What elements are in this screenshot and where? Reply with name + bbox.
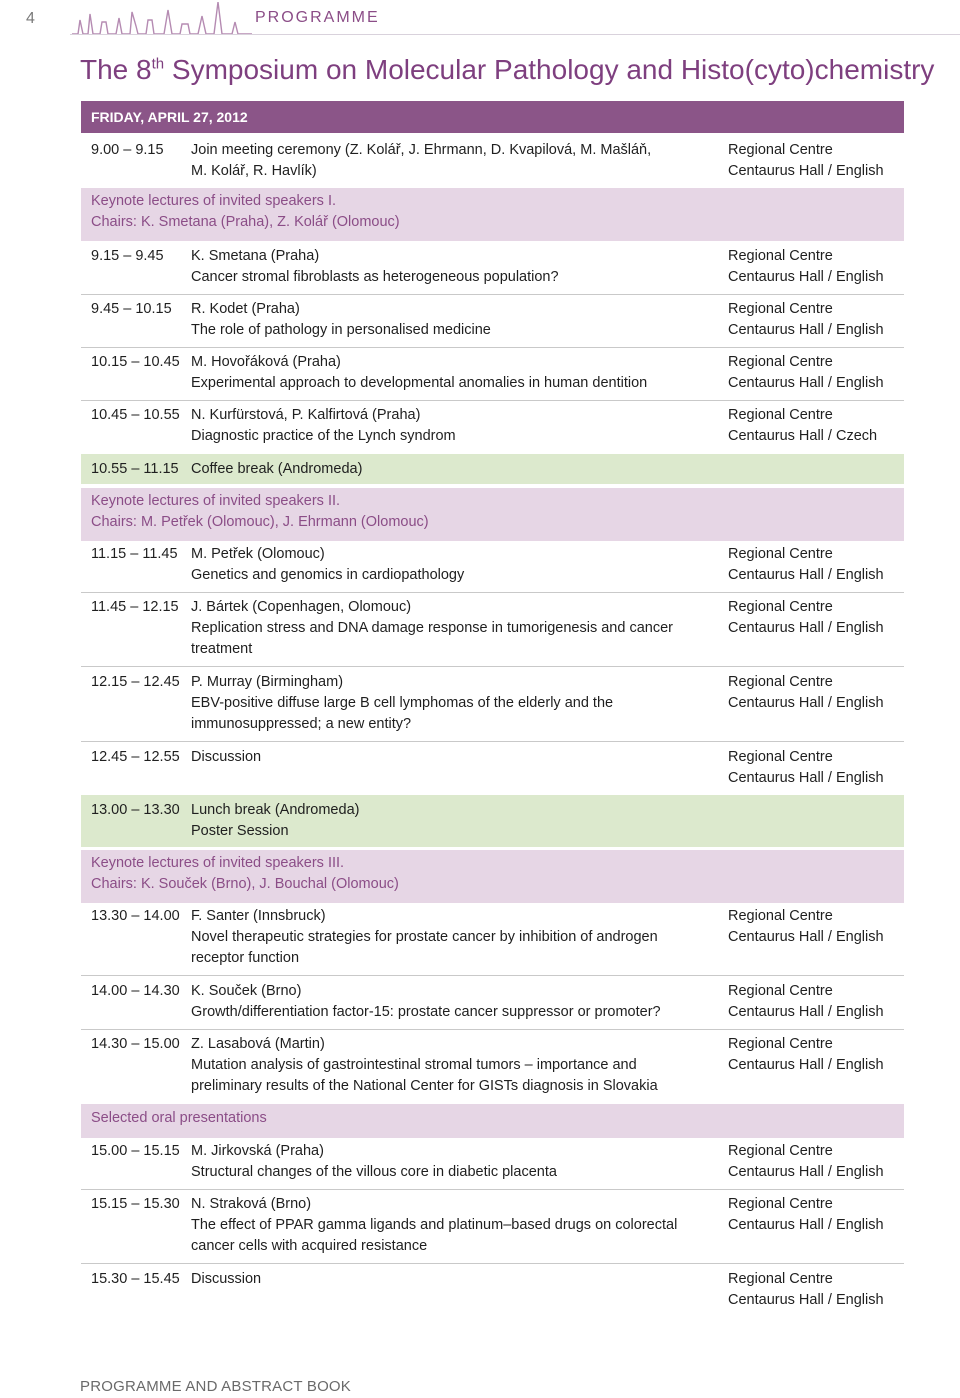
header-divider <box>70 34 960 35</box>
page-header <box>0 0 960 40</box>
keynote-header: Keynote lectures of invited speakers III. Chairs: K. Souček (Brno), J. Bouchal (Olomouc) <box>81 850 904 903</box>
city-skyline-icon <box>72 2 252 36</box>
page-number: 4 <box>26 10 35 27</box>
keynote-header: Keynote lectures of invited speakers I. Chairs: K. Smetana (Praha), Z. Kolář (Olomouc) <box>81 188 904 241</box>
day-banner: FRIDAY, APRIL 27, 2012 <box>81 101 904 133</box>
keynote-header: Keynote lectures of invited speakers II. Chairs: M. Petřek (Olomouc), J. Ehrmann (Olomouc) <box>81 488 904 541</box>
section-label: PROGRAMME <box>255 9 380 26</box>
page-footer: PROGRAMME AND ABSTRACT BOOK <box>80 1378 352 1395</box>
oral-presentations-header: Selected oral presentations <box>81 1104 904 1138</box>
page-title: The 8th Symposium on Molecular Pathology and Histo(cyto)chemistry <box>80 54 935 85</box>
